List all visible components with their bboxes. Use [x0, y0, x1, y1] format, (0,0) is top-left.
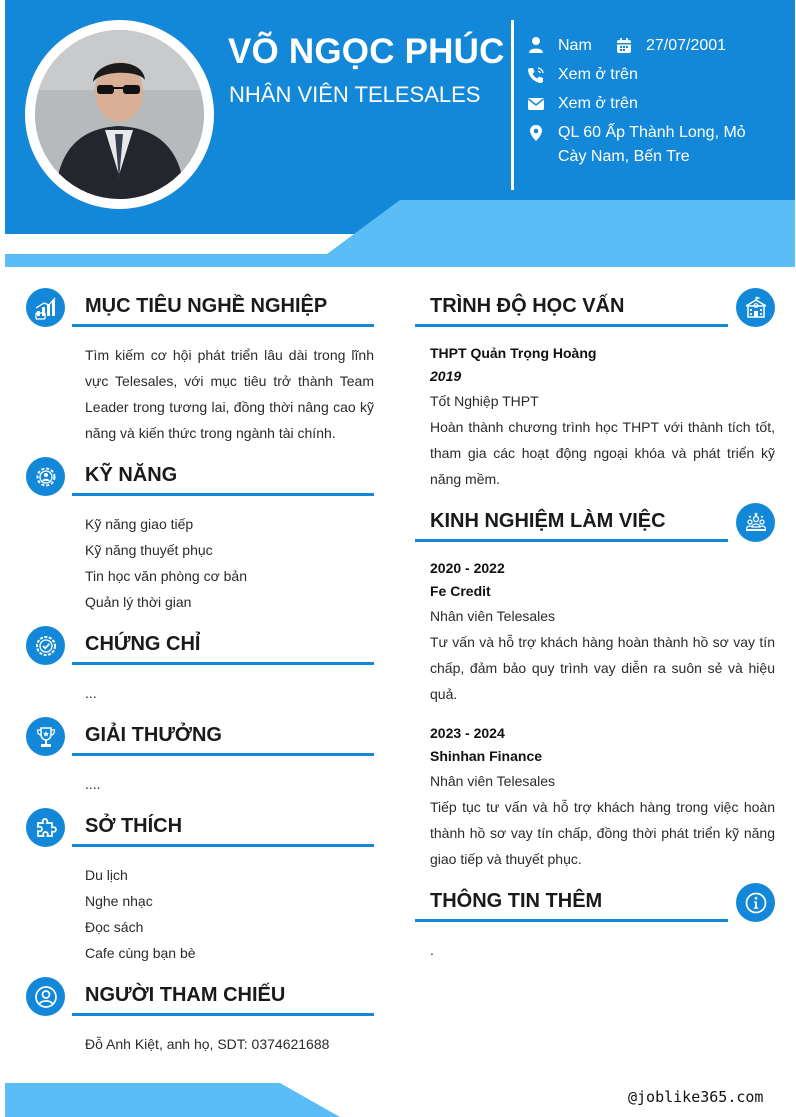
- education-degree: Tốt Nghiệp THPT: [430, 393, 539, 409]
- objective-underline: [72, 324, 374, 327]
- job-position: Nhân viên Telesales: [430, 773, 556, 789]
- education-description: Hoàn thành chương trình học THPT với thành tích tốt, tham gia các hoạt động ngoại khóa và phát triển kỹ năng mềm.: [430, 419, 775, 487]
- awards-title: GIẢI THƯỞNG: [85, 724, 222, 746]
- puzzle-icon: [26, 808, 65, 847]
- job-company: Shinhan Finance: [430, 748, 543, 764]
- address-line-2: Cày Nam, Bến Tre: [558, 148, 690, 165]
- additional-title: THÔNG TIN THÊM: [430, 890, 603, 912]
- school-icon: [736, 288, 775, 327]
- trophy-icon: [26, 717, 65, 756]
- education-school: THPT Quản Trọng Hoàng: [430, 345, 597, 361]
- calendar-icon: [615, 37, 633, 55]
- email-value: Xem ở trên: [558, 95, 638, 112]
- watermark: @joblike365.com: [628, 1088, 764, 1106]
- list-item: Kỹ năng giao tiếp: [85, 516, 194, 532]
- footer-decoration: [5, 1083, 345, 1117]
- education-underline: [415, 324, 728, 327]
- info-icon: [736, 883, 775, 922]
- references-title: NGƯỜI THAM CHIẾU: [85, 984, 286, 1006]
- additional-underline: [415, 919, 728, 922]
- awards-text: ....: [85, 776, 101, 792]
- additional-text: .: [430, 942, 434, 958]
- job-period: 2023 - 2024: [430, 725, 505, 741]
- list-item: Du lịch: [85, 867, 128, 883]
- awards-underline: [72, 753, 374, 756]
- experience-title: KINH NGHIỆM LÀM VIỆC: [430, 510, 666, 532]
- birthday-value: 27/07/2001: [646, 37, 727, 54]
- list-item: Đọc sách: [85, 919, 144, 935]
- education-title: TRÌNH ĐỘ HỌC VẤN: [430, 295, 625, 317]
- list-item: Tin học văn phòng cơ bản: [85, 568, 247, 584]
- list-item: Nghe nhạc: [85, 893, 153, 909]
- address-line-1: QL 60 Ấp Thành Long, Mỏ: [558, 124, 746, 141]
- objective-text: Tìm kiếm cơ hội phát triển lâu dài trong lĩnh vực Telesales, với mục tiêu trở thành Team Leader trong tương lai, đồng thời nâng cao kỹ năng và kiến thức trong ngành tài chính.: [85, 347, 374, 441]
- job-period: 2020 - 2022: [430, 560, 505, 576]
- envelope-icon: [527, 95, 545, 113]
- job-title: NHÂN VIÊN TELESALES: [229, 82, 481, 107]
- gender-value: Nam: [558, 37, 592, 54]
- team-icon: [736, 503, 775, 542]
- list-item: Kỹ năng thuyết phục: [85, 542, 213, 558]
- references-underline: [72, 1013, 374, 1016]
- phone-icon: [527, 66, 545, 84]
- certificates-text: ...: [85, 685, 97, 701]
- hobbies-title: SỞ THÍCH: [85, 815, 183, 837]
- references-text: Đỗ Anh Kiệt, anh họ, SDT: 0374621688: [85, 1036, 330, 1052]
- job-company: Fe Credit: [430, 583, 491, 599]
- avatar: [35, 30, 204, 199]
- objective-title: MỤC TIÊU NGHỀ NGHIỆP: [85, 295, 328, 317]
- experience-underline: [415, 539, 728, 542]
- job-position: Nhân viên Telesales: [430, 608, 556, 624]
- hobbies-list: [85, 862, 374, 966]
- header-divider: [511, 20, 514, 190]
- job-description: Tư vấn và hỗ trợ khách hàng hoàn thành hồ sơ vay tín chấp, đảm bảo quy trình vay diễn ra suôn sẻ và hiệu quả.: [430, 634, 775, 702]
- hobbies-underline: [72, 844, 374, 847]
- certificates-underline: [72, 662, 374, 665]
- address-value: [558, 121, 746, 169]
- skills-gear-icon: [26, 457, 65, 496]
- list-item: Quản lý thời gian: [85, 594, 192, 610]
- phone-value: Xem ở trên: [558, 66, 638, 83]
- user-icon: [527, 36, 545, 54]
- skills-underline: [72, 493, 374, 496]
- career-growth-icon: [26, 288, 65, 327]
- badge-check-icon: [26, 626, 65, 665]
- skills-list: [85, 511, 374, 615]
- candidate-name: VÕ NGỌC PHÚC: [228, 32, 505, 71]
- list-item: Cafe cùng bạn bè: [85, 945, 196, 961]
- job-description: Tiếp tục tư vấn và hỗ trợ khách hàng trong việc hoàn thành hồ sơ vay tín chấp, đồng thời phát triển kỹ năng giao tiếp và thuyết phục.: [430, 799, 775, 867]
- skills-title: KỸ NĂNG: [85, 464, 178, 486]
- education-year: 2019: [430, 368, 462, 384]
- certificates-title: CHỨNG CHỈ: [85, 633, 201, 655]
- map-pin-icon: [527, 124, 545, 142]
- user-circle-icon: [26, 977, 65, 1016]
